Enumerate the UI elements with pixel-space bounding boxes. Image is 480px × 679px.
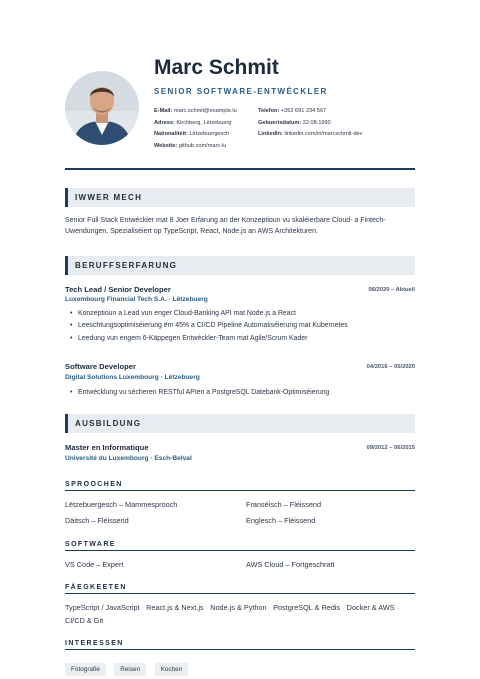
job-1-dates: 06/2020 – Aktuell	[368, 287, 415, 293]
job-2-dates: 04/2016 – 05/2020	[366, 364, 415, 370]
job-2-bullets	[72, 387, 412, 399]
list-item: • Leeschtungsoptimiséierung ëm 45% a CI/CD Pipeline Automatiséierung mat Kubernetes	[72, 320, 412, 332]
interest-tag: Reisen	[114, 663, 146, 676]
skill-separator: ·	[342, 603, 345, 612]
list-item: Node.js & Python	[210, 603, 267, 612]
interests-heading: INTERESSEN	[65, 640, 415, 650]
list-item: • Konzeptioun a Lead vun enger Cloud-Banking API mat Node.js a React	[72, 308, 412, 320]
list-item: • Entwécklung vu sécheren RESTful APIen a PostgreSQL Datebank-Optimiséierung	[72, 387, 412, 399]
section-header-experience	[65, 256, 415, 275]
education-heading: AUSBILDUNG	[75, 419, 142, 428]
skill-separator: ·	[396, 603, 400, 612]
job-1-bullets	[72, 308, 412, 345]
phone-value[interactable]: +352 691 234 567	[280, 108, 327, 114]
nationality-value: Lëtzebuergesch	[189, 131, 230, 137]
phone-label: Telefon:	[258, 108, 280, 114]
list-item: TypeScript / JavaScript	[65, 603, 140, 612]
cv-header	[65, 56, 415, 166]
job-title: SENIOR SOFTWARE-ENTWÉCKLER	[154, 87, 328, 96]
list-item: PostgreSQL & Redis	[273, 603, 341, 612]
profile-photo	[65, 71, 139, 145]
website-link[interactable]: github.com/marc-lu	[178, 142, 227, 149]
list-item: Lëtzebuergesch – Mammesprooch	[65, 500, 178, 509]
list-item: React.js & Next.js	[146, 603, 204, 612]
education-school: Université du Luxembourg · Esch-Belval	[65, 455, 192, 462]
list-item: CI/CD & Git	[65, 615, 104, 625]
address-value: Kirchberg, Lëtzebuerg	[176, 119, 232, 126]
header-divider	[65, 168, 415, 170]
about-text: Senior Full Stack Entwéckler mat 8 Joer Erfarung an der Konzeptioun vu skaléierbare Cloud- a Fintech-Uwendungen. Spezialiséiert op TypeScript, React, Node.js an AWS Architekturen.	[65, 217, 386, 235]
birthdate-value: 22.08.1990	[302, 119, 331, 126]
section-header-education	[65, 414, 415, 433]
list-item: Englesch – Fléissend	[246, 516, 316, 525]
languages-list	[65, 500, 415, 530]
skill-separator: ·	[141, 603, 145, 612]
software-list	[65, 560, 415, 572]
contact-details	[154, 108, 419, 154]
nationality-label: Nationalitéit:	[154, 131, 188, 137]
email-value[interactable]: marc.schmit@example.lu	[173, 108, 237, 114]
job-1-title: Tech Lead / Senior Developer	[65, 285, 171, 294]
website-label: Website:	[154, 142, 178, 149]
birthdate-label: Gebuertsdatum:	[258, 119, 302, 126]
linkedin-label: LinkedIn:	[258, 131, 283, 137]
interest-tag: Fotografie	[65, 663, 106, 676]
section-header-about	[65, 188, 415, 207]
interests-list	[65, 658, 192, 676]
interest-tag: Kochen	[155, 663, 189, 676]
job-2-company: Digital Solutions Luxembourg · Lëtzebuerg	[65, 374, 200, 381]
skill-separator: ·	[268, 603, 272, 612]
linkedin-link[interactable]: linkedin.com/in/marcschmit-dev	[284, 131, 363, 137]
skills-heading: FÄEGKEETEN	[65, 584, 415, 594]
skill-separator: ·	[205, 603, 209, 612]
list-item: VS Code – Expert	[65, 560, 124, 569]
skills-list	[65, 602, 415, 627]
candidate-name: Marc Schmit	[154, 56, 279, 79]
software-heading: SOFTWARE	[65, 541, 415, 551]
list-item: Docker & AWS	[346, 603, 395, 612]
list-item: Däitsch – Fléissend	[65, 516, 129, 525]
job-2-title: Software Developer	[65, 362, 136, 371]
address-label: Adress:	[154, 119, 175, 126]
education-degree: Master en Informatique	[65, 443, 149, 452]
experience-heading: BERUFFSERFARUNG	[75, 261, 178, 270]
list-item: AWS Cloud – Fortgeschratt	[246, 560, 335, 569]
job-1-company: Luxembourg Financial Tech S.A. · Lëtzebuerg	[65, 296, 208, 303]
list-item: • Leedung vun engem 6-Käppegen Entwéckler-Team mat Agile/Scrum Kader	[72, 333, 412, 345]
education-dates: 09/2012 – 06/2015	[366, 445, 415, 451]
about-heading: IWWER MECH	[75, 193, 143, 202]
email-label: E-Mail:	[154, 108, 173, 114]
list-item: Franséisch – Fléissend	[246, 500, 322, 509]
languages-heading: SPROOCHEN	[65, 481, 415, 491]
